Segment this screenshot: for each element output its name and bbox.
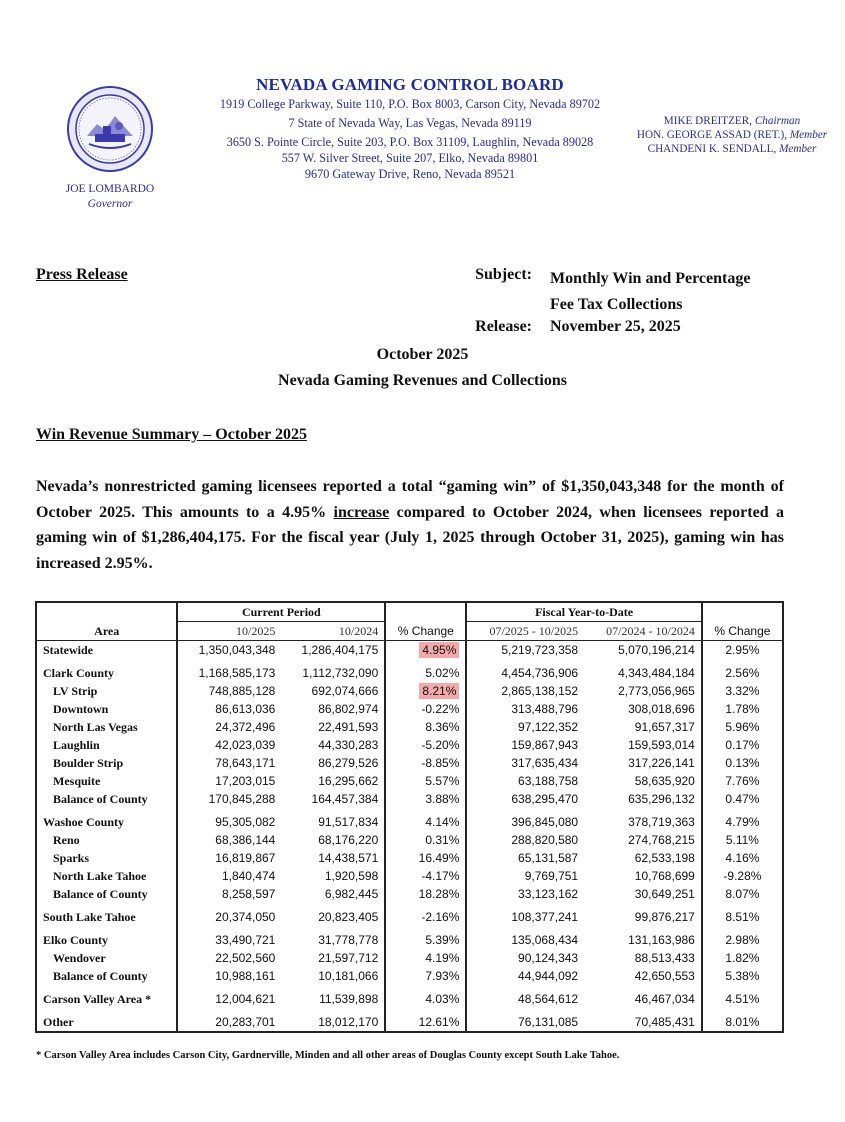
member-role: Chairman: [754, 115, 801, 127]
current-value-cell: 78,643,171: [177, 754, 281, 772]
area-cell: Balance of County: [53, 969, 148, 983]
fy-current-value-cell: 90,124,343: [466, 949, 584, 967]
fy-previous-value-cell: 46,467,034: [634, 992, 695, 1006]
previous-value-cell: 692,074,666: [311, 684, 379, 698]
area-cell: Washoe County: [43, 815, 125, 829]
address-line: 9670 Gateway Drive, Reno, Nevada 89521: [304, 167, 516, 181]
fy-pct-change-cell: 4.16%: [702, 849, 783, 867]
nevada-seal-icon: [67, 86, 153, 172]
pct-change-cell: -2.16%: [385, 903, 466, 926]
fy-pct-change-cell: 2.56%: [702, 659, 783, 682]
table-row: [36, 831, 783, 849]
fy-previous-value-cell: 62,533,198: [634, 851, 695, 865]
fy-pct-change-cell: 1.82%: [702, 949, 783, 967]
current-value-cell: 22,502,560: [177, 949, 281, 967]
area-cell: Balance of County: [53, 792, 148, 806]
current-value-cell: 12,004,621: [177, 985, 281, 1008]
fy-pct-change-cell: 0.47%: [702, 790, 783, 808]
previous-value-cell: 20,823,405: [318, 910, 379, 924]
table-row: [36, 736, 783, 754]
current-value-cell: 86,613,036: [177, 700, 281, 718]
previous-value-cell: 164,457,384: [311, 792, 379, 806]
current-period-header: Current Period: [177, 602, 385, 622]
pct-change-cell: [385, 682, 466, 700]
fy-previous-value-cell: 42,650,553: [634, 969, 695, 983]
board-header: [190, 74, 630, 182]
pct-change-cell: 4.03%: [385, 985, 466, 1008]
member-name: HON. GEORGE ASSAD (RET.),: [636, 129, 788, 141]
fy-pct-change-cell: 5.11%: [702, 831, 783, 849]
fy-pct-change-cell: 8.07%: [702, 885, 783, 903]
fy-previous-value-cell: 2,773,056,965: [618, 684, 695, 698]
pct-change-cell: 0.31%: [385, 831, 466, 849]
col-previous: 10/2024: [281, 622, 385, 641]
fy-previous-value-cell: 308,018,696: [628, 702, 695, 716]
fy-current-value-cell: 4,454,736,906: [466, 659, 584, 682]
highlighted-pct: 8.21%: [419, 683, 459, 699]
fy-current-value-cell: 2,865,138,152: [466, 682, 584, 700]
fy-current-value-cell: 48,564,612: [466, 985, 584, 1008]
previous-value-cell: 86,802,974: [318, 702, 379, 716]
governor-block: [40, 182, 180, 212]
member-role: Member: [789, 129, 828, 141]
pct-change-cell: -5.20%: [385, 736, 466, 754]
pct-change-cell: 3.88%: [385, 790, 466, 808]
table-row: [36, 718, 783, 736]
pct-change-cell: -8.85%: [385, 754, 466, 772]
fy-previous-value-cell: 131,163,986: [628, 933, 695, 947]
board-name: NEVADA GAMING CONTROL BOARD: [256, 75, 564, 94]
current-value-cell: 20,283,701: [177, 1008, 281, 1032]
subject-value: [550, 266, 750, 318]
pct-change-cell: 5.02%: [385, 659, 466, 682]
fy-current-value-cell: 396,845,080: [466, 808, 584, 831]
fy-previous-value-cell: 30,649,251: [634, 887, 695, 901]
fy-current-value-cell: 63,188,758: [466, 772, 584, 790]
pct-change-cell: -0.22%: [385, 700, 466, 718]
previous-value-cell: 14,438,571: [318, 851, 379, 865]
previous-value-cell: 22,491,593: [318, 720, 379, 734]
table-row: [36, 808, 783, 831]
pct-change-cell: 16.49%: [385, 849, 466, 867]
pct-change-cell: 4.14%: [385, 808, 466, 831]
address-line: 557 W. Silver Street, Suite 207, Elko, Nevada 89801: [281, 151, 539, 165]
member-role: Member: [779, 143, 817, 155]
release-label: Release:: [475, 318, 532, 335]
fy-pct-change-cell: 2.95%: [702, 641, 783, 660]
fy-current-value-cell: 97,122,352: [466, 718, 584, 736]
fy-current-value-cell: 135,068,434: [466, 926, 584, 949]
governor-title: Governor: [87, 198, 133, 210]
table-row: [36, 985, 783, 1008]
area-cell: Statewide: [43, 643, 93, 657]
fy-current-value-cell: 44,944,092: [466, 967, 584, 985]
current-value-cell: 1,840,474: [177, 867, 281, 885]
table-row: [36, 849, 783, 867]
pct-change-cell: -4.17%: [385, 867, 466, 885]
fy-previous-value-cell: 99,876,217: [634, 910, 695, 924]
pct-change-cell: 8.36%: [385, 718, 466, 736]
fy-pct-change-cell: 5.38%: [702, 967, 783, 985]
fy-current-value-cell: 159,867,943: [466, 736, 584, 754]
board-members: [622, 114, 842, 156]
current-value-cell: 10,988,161: [177, 967, 281, 985]
current-value-cell: 95,305,082: [177, 808, 281, 831]
press-release-label: Press Release: [36, 266, 128, 283]
document-title: Nevada Gaming Revenues and Collections: [278, 372, 567, 389]
area-cell: Wendover: [53, 951, 106, 965]
area-cell: LV Strip: [53, 684, 98, 698]
previous-value-cell: 31,778,778: [318, 933, 379, 947]
current-value-cell: 8,258,597: [177, 885, 281, 903]
table-row: [36, 949, 783, 967]
current-value-cell: 16,819,867: [177, 849, 281, 867]
previous-value-cell: 1,286,404,175: [301, 643, 379, 657]
fy-previous-value-cell: 5,070,196,214: [618, 643, 695, 657]
previous-value-cell: 21,597,712: [318, 951, 379, 965]
previous-value-cell: 68,176,220: [318, 833, 379, 847]
table-row: [36, 772, 783, 790]
fy-previous-value-cell: 317,226,141: [628, 756, 695, 770]
table-group-header: [36, 602, 783, 622]
fy-pct-change-cell: 7.76%: [702, 772, 783, 790]
pct-change-cell: 5.57%: [385, 772, 466, 790]
pct-change-cell: [385, 641, 466, 660]
previous-value-cell: 10,181,066: [318, 969, 379, 983]
member-line: [622, 128, 842, 142]
fy-previous-value-cell: 635,296,132: [628, 792, 695, 806]
current-value-cell: 748,885,128: [177, 682, 281, 700]
area-cell: Boulder Strip: [53, 756, 124, 770]
pct-change-cell: 7.93%: [385, 967, 466, 985]
fy-previous-value-cell: 378,719,363: [628, 815, 695, 829]
subject-line: Fee Tax Collections: [550, 296, 683, 313]
fy-pct-change-cell: 0.13%: [702, 754, 783, 772]
fy-current-value-cell: 108,377,241: [466, 903, 584, 926]
fy-pct-change-cell: 4.51%: [702, 985, 783, 1008]
current-value-cell: 1,350,043,348: [177, 641, 281, 660]
address-line: 3650 S. Pointe Circle, Suite 203, P.O. Box 31109, Laughlin, Nevada 89028: [226, 135, 594, 149]
fy-pct-change-cell: -9.28%: [702, 867, 783, 885]
fy-previous-value-cell: 159,593,014: [628, 738, 695, 752]
table-row: [36, 700, 783, 718]
summary-text: Nevada’s nonrestricted gaming licensees reported a total “gaming win” of $1,350,043,348 for the month of October 2025. This amounts to a 4.95%: [36, 478, 784, 521]
current-value-cell: 1,168,585,173: [177, 659, 281, 682]
table-row: [36, 967, 783, 985]
pct-change-cell: 5.39%: [385, 926, 466, 949]
pct-change-header: % Change: [385, 602, 466, 641]
document-title-month: October 2025: [376, 346, 469, 363]
fy-pct-change-cell: 1.78%: [702, 700, 783, 718]
fytd-header: Fiscal Year-to-Date: [466, 602, 701, 622]
fy-current-value-cell: 638,295,470: [466, 790, 584, 808]
fy-current-value-cell: 65,131,587: [466, 849, 584, 867]
fy-previous-value-cell: 4,343,484,184: [618, 666, 695, 680]
pct-change-cell: 4.19%: [385, 949, 466, 967]
table-row: [36, 641, 783, 660]
previous-value-cell: 18,012,170: [318, 1015, 379, 1029]
area-cell: Other: [43, 1015, 74, 1029]
address-line: 1919 College Parkway, Suite 110, P.O. Box 8003, Carson City, Nevada 89702: [219, 97, 601, 111]
member-line: [622, 114, 842, 128]
subject-label: Subject:: [475, 266, 532, 283]
col-current: 10/2025: [177, 622, 281, 641]
previous-value-cell: 16,295,662: [318, 774, 379, 788]
fy-current-value-cell: 5,219,723,358: [466, 641, 584, 660]
current-value-cell: 20,374,050: [177, 903, 281, 926]
governor-name: JOE LOMBARDO: [65, 183, 155, 195]
fy-pct-change-header: % Change: [702, 602, 783, 641]
fy-previous-value-cell: 274,768,215: [628, 833, 695, 847]
previous-value-cell: 1,112,732,090: [302, 666, 379, 680]
table-row: [36, 659, 783, 682]
col-fy-previous: 07/2024 - 10/2024: [584, 622, 702, 641]
area-cell: Clark County: [43, 666, 115, 680]
area-cell: Downtown: [53, 702, 109, 716]
member-name: CHANDENI K. SENDALL,: [647, 143, 777, 155]
subject-line: Monthly Win and Percentage: [550, 270, 751, 287]
table-row: [36, 790, 783, 808]
summary-text: compared to October 2024, when licensees reported a gaming win of $1,286,404,175. For the fiscal year (July 1, 2025 through October 31, 2025), gaming win has increased 2.95%.: [36, 503, 785, 572]
area-cell: North Lake Tahoe: [53, 869, 147, 883]
fy-previous-value-cell: 10,768,699: [634, 869, 695, 883]
fy-pct-change-cell: 8.51%: [702, 903, 783, 926]
table-row: [36, 754, 783, 772]
fy-pct-change-cell: 3.32%: [702, 682, 783, 700]
area-cell: Laughlin: [53, 738, 100, 752]
previous-value-cell: 6,982,445: [324, 887, 379, 901]
release-date: November 25, 2025: [550, 318, 681, 335]
area-cell: Mesquite: [53, 774, 101, 788]
pct-change-cell: 18.28%: [385, 885, 466, 903]
table-row: [36, 682, 783, 700]
section-heading: Win Revenue Summary – October 2025: [36, 426, 307, 443]
fy-previous-value-cell: 70,485,431: [634, 1015, 695, 1029]
table-row: [36, 867, 783, 885]
highlighted-pct: 4.95%: [419, 642, 459, 658]
area-cell: Elko County: [43, 933, 109, 947]
fy-pct-change-cell: 4.79%: [702, 808, 783, 831]
fy-pct-change-cell: 8.01%: [702, 1008, 783, 1032]
table-row: [36, 903, 783, 926]
fy-current-value-cell: 317,635,434: [466, 754, 584, 772]
fy-current-value-cell: 288,820,580: [466, 831, 584, 849]
summary-emphasis: increase: [333, 503, 390, 521]
fy-current-value-cell: 313,488,796: [466, 700, 584, 718]
area-cell: Reno: [53, 833, 80, 847]
previous-value-cell: 1,920,598: [324, 869, 379, 883]
fy-previous-value-cell: 58,635,920: [634, 774, 695, 788]
win-revenue-table: [35, 601, 784, 1033]
fy-current-value-cell: 9,769,751: [466, 867, 584, 885]
area-cell: Carson Valley Area *: [43, 992, 152, 1006]
area-cell: Sparks: [53, 851, 90, 865]
previous-value-cell: 44,330,283: [318, 738, 379, 752]
fy-current-value-cell: 76,131,085: [466, 1008, 584, 1032]
table-row: [36, 1008, 783, 1032]
col-fy-current: 07/2025 - 10/2025: [466, 622, 584, 641]
current-value-cell: 33,490,721: [177, 926, 281, 949]
current-value-cell: 17,203,015: [177, 772, 281, 790]
fy-pct-change-cell: 5.96%: [702, 718, 783, 736]
pct-change-cell: 12.61%: [385, 1008, 466, 1032]
fy-previous-value-cell: 91,657,317: [634, 720, 695, 734]
table-row: [36, 885, 783, 903]
member-line: [622, 142, 842, 156]
area-header: Area: [36, 602, 177, 641]
current-value-cell: 24,372,496: [177, 718, 281, 736]
current-value-cell: 68,386,144: [177, 831, 281, 849]
previous-value-cell: 91,517,834: [318, 815, 379, 829]
previous-value-cell: 86,279,526: [318, 756, 379, 770]
fy-current-value-cell: 33,123,162: [466, 885, 584, 903]
address-line: 7 State of Nevada Way, Las Vegas, Nevada 89119: [288, 116, 532, 130]
fy-pct-change-cell: 0.17%: [702, 736, 783, 754]
previous-value-cell: 11,539,898: [319, 992, 379, 1006]
area-cell: South Lake Tahoe: [43, 910, 136, 924]
footnote: * Carson Valley Area includes Carson City, Gardnerville, Minden and all other areas of Douglas County except South Lake Tahoe.: [36, 1050, 620, 1061]
summary-paragraph: [36, 474, 784, 576]
current-value-cell: 42,023,039: [177, 736, 281, 754]
fy-pct-change-cell: 2.98%: [702, 926, 783, 949]
member-name: MIKE DREITZER,: [663, 115, 753, 127]
table-row: [36, 926, 783, 949]
area-cell: North Las Vegas: [53, 720, 138, 734]
fy-previous-value-cell: 88,513,433: [634, 951, 695, 965]
current-value-cell: 170,845,288: [177, 790, 281, 808]
area-cell: Balance of County: [53, 887, 148, 901]
